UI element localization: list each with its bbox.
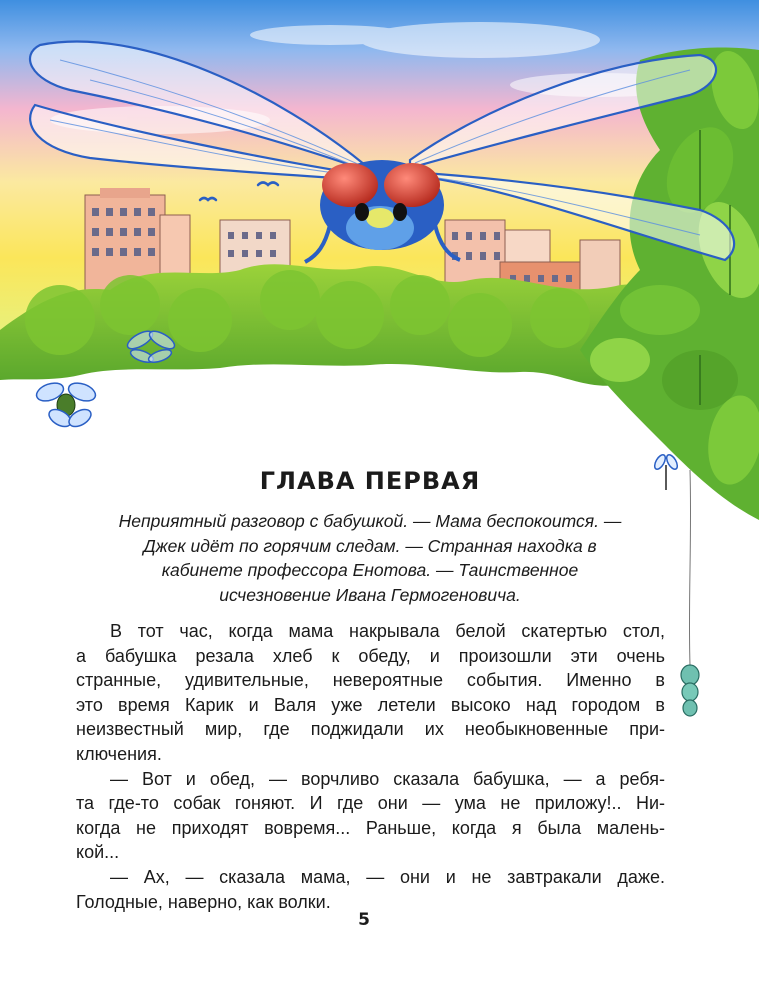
body-line: когда не приходят вовремя... Раньше, когда я была малень-: [76, 817, 665, 838]
page-number: 5: [358, 910, 370, 930]
synopsis-line: Неприятный разговор с бабушкой. — Мама беспокоится. —: [118, 511, 622, 531]
body-line: странные, удивительные, невероятные события. Именно в: [76, 670, 665, 691]
body-line: ключения.: [76, 743, 162, 764]
body-line: В тот час, когда мама накрывала белой скатертью стол,: [110, 621, 665, 641]
body-line: — Вот и обед, — ворчливо сказала бабушка, — а ребя-: [110, 768, 665, 789]
chapter-synopsis: [92, 509, 648, 607]
body-text: [76, 619, 665, 914]
synopsis-line: Джек идёт по горячим следам. — Странная находка в: [143, 535, 597, 556]
body-line: неизвестный мир, где поджидали их необыкновенные при-: [76, 719, 665, 740]
synopsis-line: кабинете профессора Енотова. — Таинственное: [161, 560, 579, 580]
caterpillar-icon: [681, 665, 699, 716]
small-insect-right-icon: [653, 453, 680, 490]
silk-thread: [689, 470, 690, 665]
body-line: Голодные, наверно, как волки.: [76, 891, 331, 912]
synopsis-line: исчезновение Ивана Гермогеновича.: [219, 584, 521, 605]
fly-icon: [34, 380, 98, 430]
chapter-title: ГЛАВА ПЕРВАЯ: [259, 467, 481, 495]
body-line: та где-то собак гоняют. И где они — ума не приложу!.. Ни-: [76, 793, 665, 814]
body-line: — Ах, — сказала мама, — они и не завтракали даже.: [110, 866, 665, 887]
body-line: это время Карик и Валя уже летели высоко над городом в: [76, 694, 665, 715]
body-line: кой...: [76, 842, 120, 863]
body-line: а бабушка резала хлеб к обеду, и произошли эти очень: [76, 645, 665, 666]
